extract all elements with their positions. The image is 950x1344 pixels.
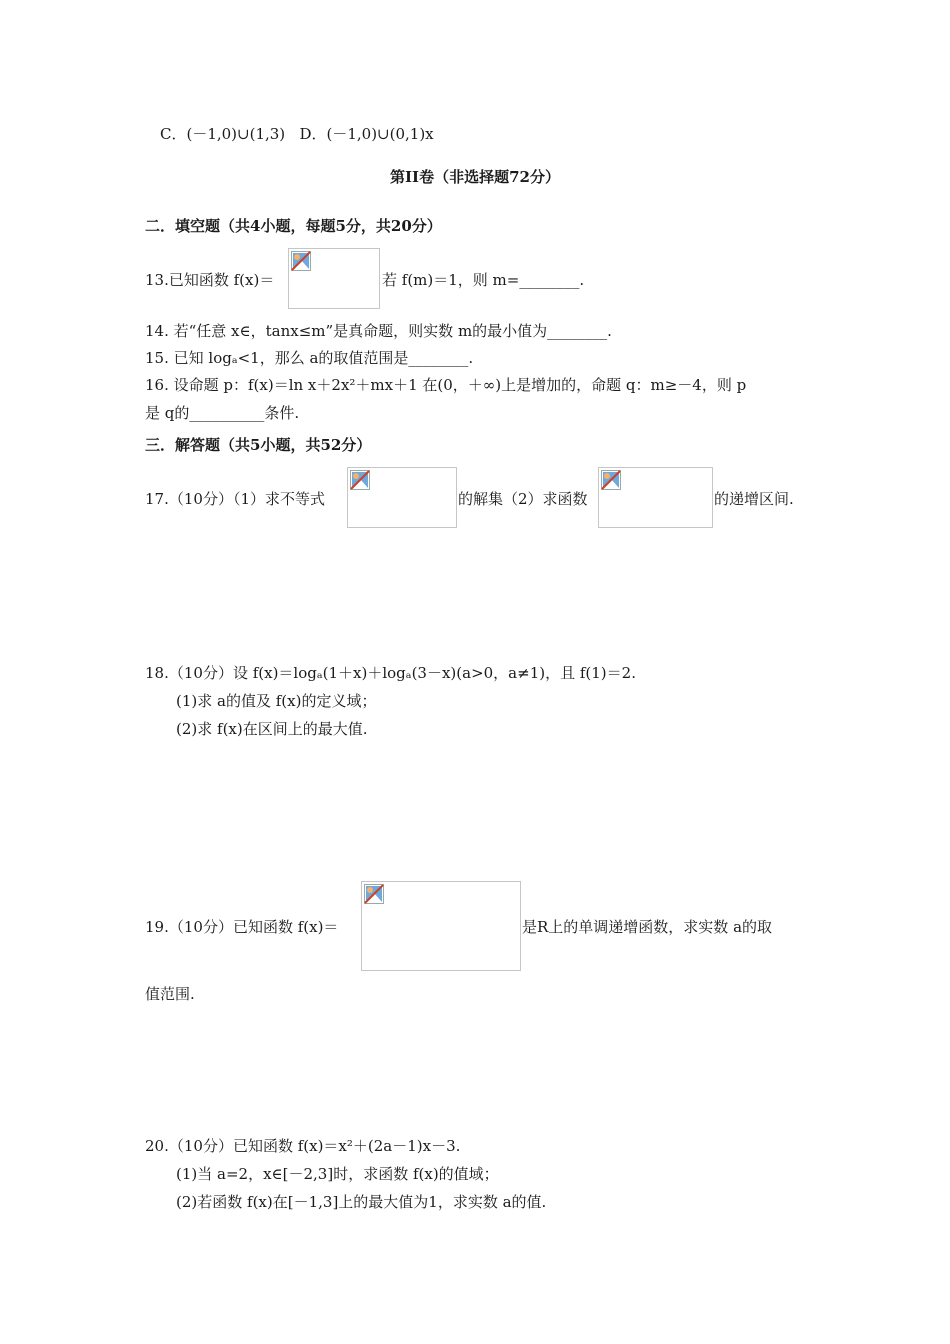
q13-formula-image (288, 248, 380, 309)
q19-text-b: 是R上的单调递增函数，求实数 a的取 (522, 918, 773, 936)
q15-text: 15. 已知 logₐ<1，那么 a的取值范围是________. (145, 349, 474, 367)
q16-text-b: 是 q的__________条件. (145, 404, 300, 422)
broken-image-icon (601, 470, 621, 490)
q17-text-c: 的递增区间. (714, 490, 794, 508)
q17-function-image (598, 467, 713, 528)
q17-text-b: 的解集（2）求函数 (458, 490, 588, 508)
q18-text: 18.（10分）设 f(x)＝logₐ(1＋x)＋logₐ(3－x)(a>0，a≠1)，且 f(1)＝2. (145, 664, 636, 682)
q18-part-2: (2)求 f(x)在区间上的最大值. (176, 720, 368, 738)
q18-part-1: (1)求 a的值及 f(x)的定义域； (176, 692, 377, 710)
q14-text: 14. 若“任意 x∈，tanx≤m”是真命题，则实数 m的最小值为________. (145, 322, 612, 340)
q19-function-image (361, 881, 521, 971)
q13-text-b: 若 f(m)＝1，则 m=________. (382, 271, 585, 289)
q20-part-2: (2)若函数 f(x)在[－1,3]上的最大值为1，求实数 a的值. (176, 1193, 547, 1211)
q19-text-a: 19.（10分）已知函数 f(x)＝ (145, 918, 339, 936)
broken-image-icon (350, 470, 370, 490)
options-c-d: C．(－1,0)∪(1,3) D．(－1,0)∪(0,1)x (160, 125, 434, 143)
part-2-title: 第II卷（非选择题72分） (390, 168, 560, 186)
q19-text-c: 值范围. (145, 985, 195, 1003)
q13-text-a: 13.已知函数 f(x)＝ (145, 271, 275, 289)
q17-text-a: 17.（10分）（1）求不等式 (145, 490, 325, 508)
q20-part-1: (1)当 a=2，x∈[－2,3]时，求函数 f(x)的值域； (176, 1165, 499, 1183)
section-3-title: 三．解答题（共5小题，共52分） (145, 436, 372, 454)
q17-inequality-image (347, 467, 457, 528)
section-2-title: 二．填空题（共4小题，每题5分，共20分） (145, 217, 442, 235)
broken-image-icon (364, 884, 384, 904)
q20-text: 20.（10分）已知函数 f(x)＝x²＋(2a－1)x－3. (145, 1137, 461, 1155)
broken-image-icon (291, 251, 311, 271)
q16-text-a: 16. 设命题 p：f(x)＝ln x＋2x²＋mx＋1 在(0，＋∞)上是增加的，命题 q：m≥－4，则 p (145, 376, 747, 394)
